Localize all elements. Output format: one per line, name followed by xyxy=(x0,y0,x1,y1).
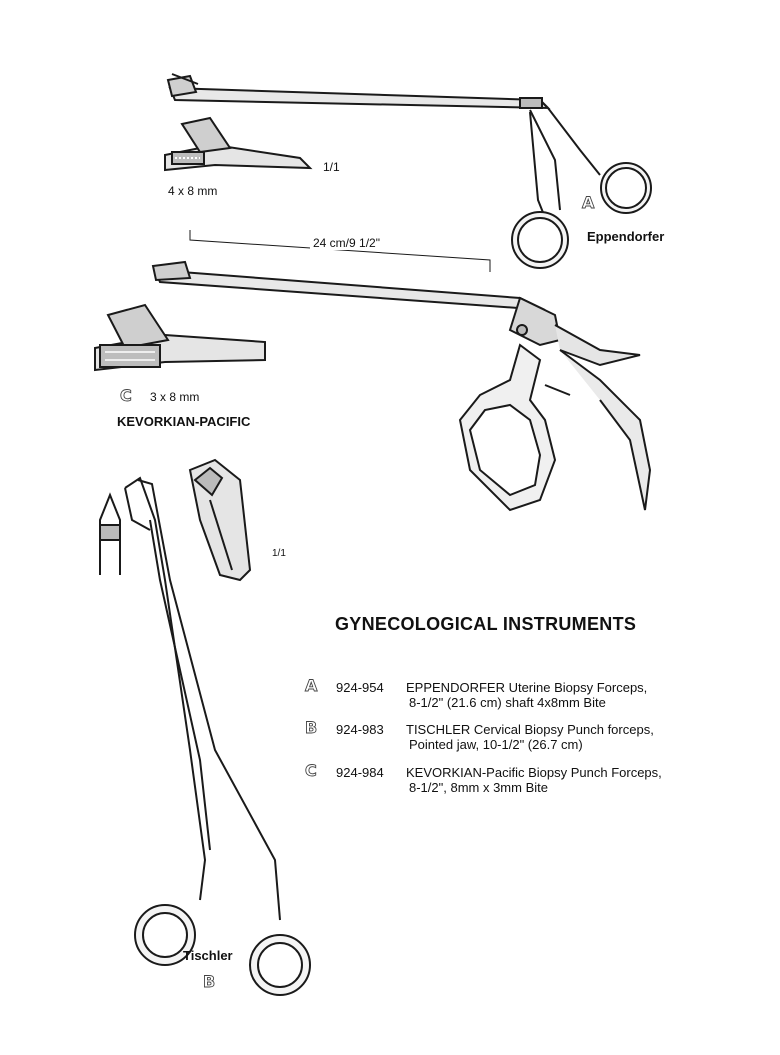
entry-a-line1: EPPENDORFER Uterine Biopsy Forceps, xyxy=(406,680,648,695)
fig-b-scale: 1/1 xyxy=(272,548,286,559)
fig-c-detail-size: 3 x 8 mm xyxy=(150,390,200,404)
page-title: GYNECOLOGICAL INSTRUMENTS xyxy=(335,614,637,634)
product-entry-a xyxy=(300,678,770,722)
product-entry-b xyxy=(300,718,770,766)
fig-c-name: KEVORKIAN-PACIFIC xyxy=(117,414,251,429)
fig-c-length: 24 cm/9 1/2" xyxy=(310,236,383,250)
entry-b-line2: Pointed jaw, 10-1/2" (26.7 cm) xyxy=(409,737,583,752)
entry-c-line1: KEVORKIAN-Pacific Biopsy Punch Forceps, xyxy=(406,765,662,780)
entry-b-letter: B xyxy=(305,718,318,737)
entry-a-code: 924-954 xyxy=(336,680,384,695)
entry-b-line1: TISCHLER Cervical Biopsy Punch forceps, xyxy=(406,722,654,737)
entry-c-letter: C xyxy=(305,761,317,780)
fig-c-letter: C xyxy=(120,386,132,405)
kevorkian-jaw-detail xyxy=(95,305,265,370)
entry-c-line2: 8-1/2", 8mm x 3mm Bite xyxy=(409,780,548,795)
fig-a-detail-size: 4 x 8 mm xyxy=(168,184,218,198)
tischler-jaw-detail xyxy=(190,460,250,580)
product-entry-c xyxy=(300,761,770,810)
eppendorfer-forceps-drawing xyxy=(168,74,651,268)
product-list xyxy=(300,678,770,810)
entry-a-line2: 8-1/2" (21.6 cm) shaft 4x8mm Bite xyxy=(409,695,606,710)
eppendorfer-jaw-detail xyxy=(165,118,310,170)
entry-b-code: 924-983 xyxy=(336,722,384,737)
entry-c-code: 924-984 xyxy=(336,765,384,780)
fig-b-letter: B xyxy=(203,972,216,991)
tischler-tip-outline xyxy=(100,495,120,575)
fig-a-name: Eppendorfer xyxy=(587,229,665,244)
entry-a-letter: A xyxy=(305,676,318,695)
fig-a-scale: 1/1 xyxy=(323,160,340,174)
fig-a-letter: A xyxy=(582,193,595,212)
fig-b-name: Tischler xyxy=(183,948,233,963)
